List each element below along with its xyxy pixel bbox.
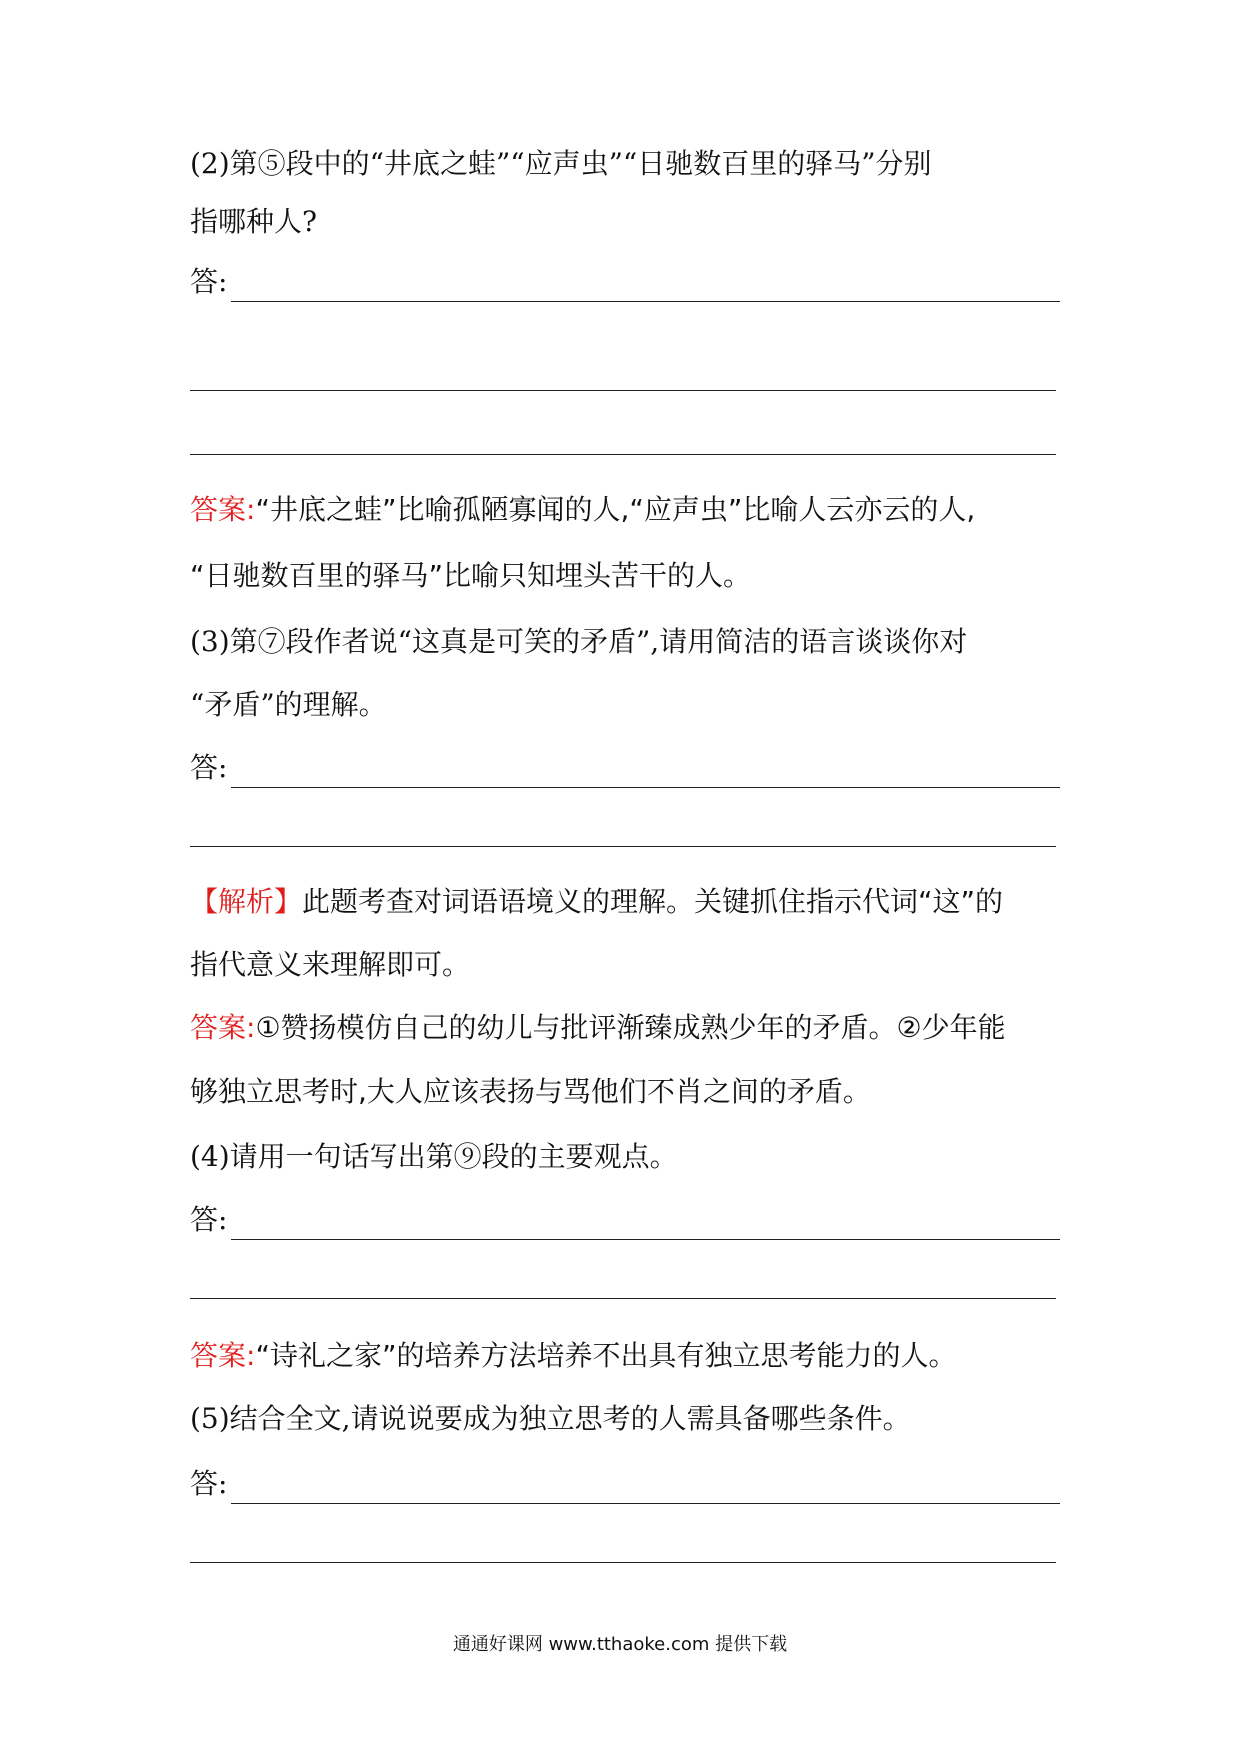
question-3-line-1: (3)第⑦段作者说“这真是可笑的矛盾”,请用简洁的语言谈谈你对 [190, 625, 968, 658]
question-2-line-1: (2)第⑤段中的“井底之蛙”“应声虫”“日驰数百里的驿马”分别 [190, 147, 932, 180]
answer-key-label: 答案: [190, 1011, 256, 1044]
answer-key-q4-line-1 [190, 1336, 1060, 1376]
answer-rule [231, 1477, 1060, 1504]
question-3-line-2: “矛盾”的理解。 [190, 688, 387, 721]
answer-label: 答: [190, 751, 228, 784]
answer-label: 答: [190, 265, 228, 298]
answer-key-q2-line-1 [190, 490, 1060, 530]
question-2-line-2: 指哪种人? [190, 205, 318, 238]
answer-label: 答: [190, 1203, 228, 1236]
answer-field-q4[interactable] [190, 1200, 1060, 1240]
question-5-line-1: (5)结合全文,请说说要成为独立思考的人需具备哪些条件。 [190, 1402, 911, 1435]
answer-blank-line[interactable] [190, 454, 1056, 455]
answer-key-label: 答案: [190, 1339, 256, 1372]
answer-rule [231, 275, 1060, 302]
answer-field-q2[interactable] [190, 262, 1060, 302]
analysis-q3-line-2: 指代意义来理解即可。 [190, 948, 471, 981]
answer-key-label: 答案: [190, 493, 256, 526]
analysis-label: 【解析】 [190, 885, 303, 918]
answer-field-q5[interactable] [190, 1464, 1060, 1504]
analysis-text: 此题考查对词语语境义的理解。关键抓住指示代词“这”的 [302, 885, 1004, 918]
answer-key-q3-line-2: 够独立思考时,大人应该表扬与骂他们不肖之间的矛盾。 [190, 1075, 871, 1108]
answer-key-text: ①赞扬模仿自己的幼儿与批评渐臻成熟少年的矛盾。②少年能 [255, 1011, 1006, 1044]
page-footer: 通通好课网 www.tthaoke.com 提供下载 [452, 1634, 788, 1655]
answer-blank-line[interactable] [190, 390, 1056, 391]
answer-key-text: “井底之蛙”比喻孤陋寡闻的人,“应声虫”比喻人云亦云的人, [255, 493, 976, 526]
question-4-line-1: (4)请用一句话写出第⑨段的主要观点。 [190, 1140, 678, 1173]
answer-key-q3-line-1 [190, 1008, 1060, 1048]
answer-blank-line[interactable] [190, 1562, 1056, 1563]
answer-rule [231, 761, 1060, 788]
answer-key-text: “诗礼之家”的培养方法培养不出具有独立思考能力的人。 [255, 1339, 957, 1372]
answer-key-q2-line-2: “日驰数百里的驿马”比喻只知埋头苦干的人。 [190, 559, 752, 592]
answer-rule [231, 1213, 1060, 1240]
answer-blank-line[interactable] [190, 1298, 1056, 1299]
answer-label: 答: [190, 1467, 228, 1500]
analysis-q3-line-1 [190, 882, 1060, 922]
answer-blank-line[interactable] [190, 846, 1056, 847]
answer-field-q3[interactable] [190, 748, 1060, 788]
